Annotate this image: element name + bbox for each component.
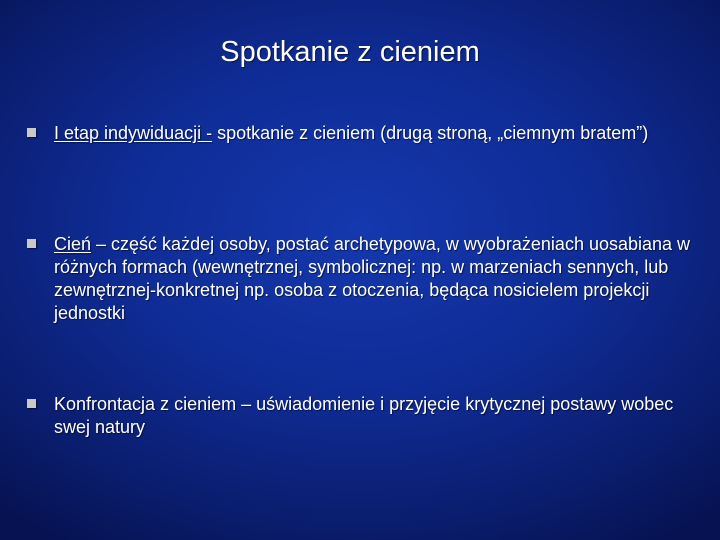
bullet-text xyxy=(54,233,702,325)
slide-title: Spotkanie z cieniem xyxy=(220,36,480,68)
square-bullet-icon xyxy=(27,399,36,408)
bullet-term: I etap indywiduacji - xyxy=(54,123,213,143)
square-bullet-icon xyxy=(27,239,36,248)
bullet-text xyxy=(54,122,702,145)
bullet-body: – część każdej osoby, postać archetypowa, w wyobrażeniach uosabiana w różnych formach (wewnętrznej, symbolicznej: np. w marzeniach sennych, lub zewnętrznej-konkretnej np. osoba z otoczenia, będąca nosicielem projekcji jednostki xyxy=(54,234,691,323)
bullet-text xyxy=(54,393,702,439)
square-bullet-icon xyxy=(27,128,36,137)
bullet-body: Konfrontacja z cieniem – uświadomienie i przyjęcie krytycznej postawy wobec swej natury xyxy=(54,394,674,437)
bullet-term: Cień xyxy=(54,234,92,254)
bullet-body: spotkanie z cieniem (drugą stroną, „ciemnym bratem”) xyxy=(212,123,649,143)
